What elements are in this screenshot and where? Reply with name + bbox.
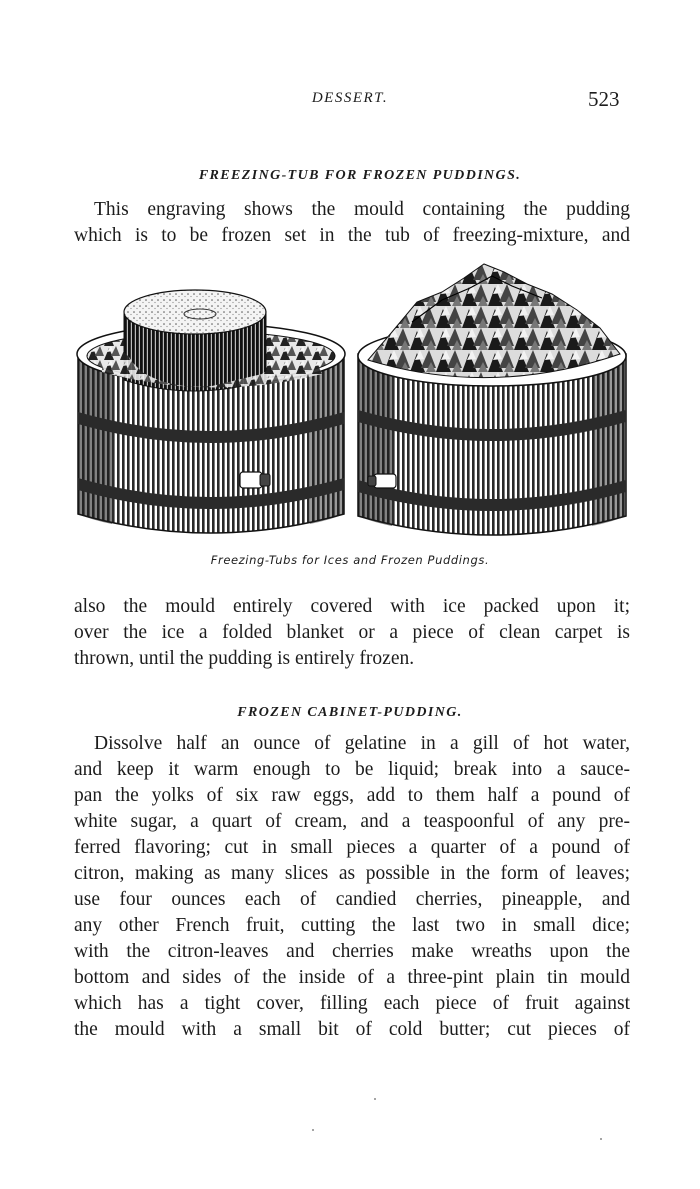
text-line: the mould with a small bit of cold butter; cut pieces of — [74, 1019, 630, 1040]
intro-paragraph — [74, 197, 630, 249]
text-line: bottom and sides of the inside of a three-pint plain tin mould — [74, 967, 630, 988]
text-line: also the mould entirely covered with ice packed upon it; — [74, 596, 630, 617]
left-tub-spigot — [240, 472, 270, 488]
text-line: use four ounces each of candied cherries, pineapple, and — [74, 889, 630, 910]
speck — [312, 1129, 314, 1131]
text-line: white sugar, a quart of cream, and a teaspoonful of any pre- — [74, 811, 630, 832]
text-line: Dissolve half an ounce of gelatine in a gill of hot water, — [94, 733, 630, 754]
text-line: This engraving shows the mould containing the pudding — [94, 199, 630, 220]
recipe-paragraph — [74, 731, 630, 1043]
running-head — [0, 87, 700, 114]
left-tub — [77, 290, 345, 533]
right-tub-spigot — [368, 474, 396, 488]
text-line: and keep it warm enough to be liquid; break into a sauce- — [74, 759, 630, 780]
text-line: citron, making as many slices as possible in the form of leaves; — [74, 863, 630, 884]
figure-caption: Freezing-Tubs for Ices and Frozen Puddings. — [210, 553, 490, 567]
text-line: any other French fruit, cutting the last two in small dice; — [74, 915, 630, 936]
text-line: over the ice a folded blanket or a piece of clean carpet is — [74, 622, 630, 643]
running-title: DESSERT. — [311, 90, 389, 106]
text-line: ferred flavoring; cut in small pieces a quarter of a pound of — [74, 837, 630, 858]
text-line: with the citron-leaves and cherries make wreaths upon the — [74, 941, 630, 962]
continuation-paragraph — [74, 594, 630, 672]
freezing-tubs-illustration — [72, 262, 628, 542]
speck — [600, 1138, 602, 1140]
page-number: 523 — [588, 87, 620, 111]
text-line: pan the yolks of six raw eggs, add to them half a pound of — [74, 785, 630, 806]
right-tub — [358, 264, 626, 535]
text-line: which has a tight cover, filling each piece of fruit against — [74, 993, 630, 1014]
section-heading-cabinet-pudding: FROZEN CABINET-PUDDING. — [237, 705, 463, 720]
section-heading-freezing-tub: FREEZING-TUB FOR FROZEN PUDDINGS. — [198, 168, 522, 183]
text-line: which is to be frozen set in the tub of freezing-mixture, and — [74, 225, 630, 246]
text-line: thrown, until the pudding is entirely frozen. — [74, 648, 415, 669]
speck — [374, 1098, 376, 1100]
